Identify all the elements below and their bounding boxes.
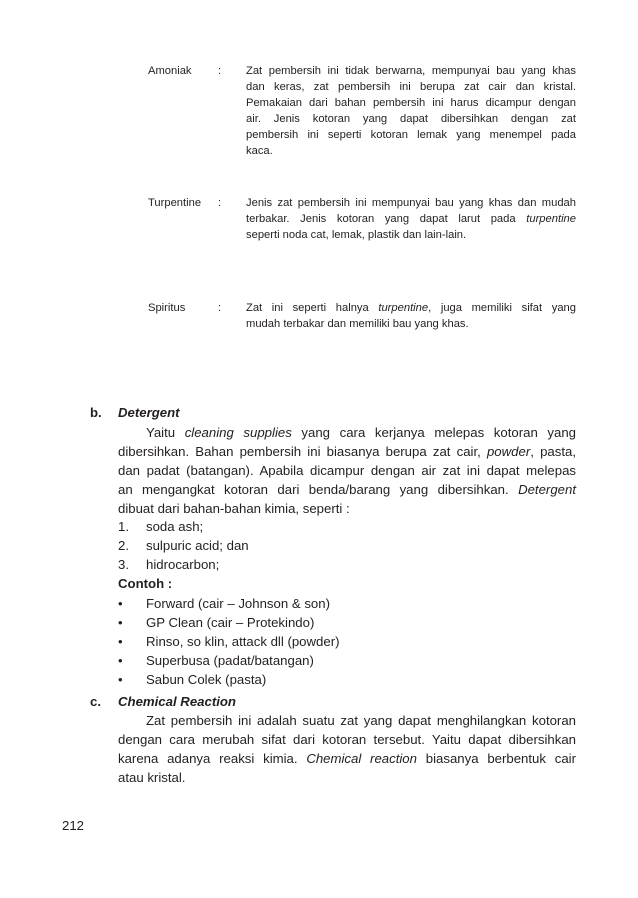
term-turpentine: Turpentine bbox=[148, 197, 202, 209]
term-amoniak: Amoniak bbox=[148, 65, 192, 77]
definition-line: Zat pembersih ini tidak berwarna, mempunyai bau yang khas bbox=[246, 65, 576, 77]
paragraph-line: dengan cara merubah sifat dari kotoran tersebut. Yaitu dapat dibersihkan bbox=[118, 732, 576, 747]
definition-line: terbakar. Jenis kotoran yang dapat larut pada turpentine bbox=[246, 213, 576, 225]
paragraph-line: dan padat (batangan). Apabila dicampur dengan air zat ini dapat melepas bbox=[118, 463, 576, 478]
paragraph-line: dibersihkan. Bahan pembersih ini biasanya berupa zat cair, powder, pasta, bbox=[118, 444, 576, 459]
italic-term: turpentine bbox=[378, 302, 429, 314]
italic-term: turpentine bbox=[526, 213, 576, 225]
numbered-item: 2. sulpuric acid; dan bbox=[118, 538, 249, 553]
bullet-item: • Forward (cair – Johnson & son) bbox=[118, 596, 330, 611]
term-colon: : bbox=[218, 197, 222, 209]
paragraph-line: Yaitu cleaning supplies yang cara kerjanya melepas kotoran yang bbox=[146, 425, 576, 440]
definition-spiritus bbox=[246, 300, 576, 332]
definition-line: Pemakaian dari bahan pembersih ini harus dicampur dengan bbox=[246, 97, 576, 109]
bullet-item: • Sabun Colek (pasta) bbox=[118, 672, 267, 687]
definition-line: dan keras, zat pembersih ini berupa zat cair dan kristal. bbox=[246, 81, 576, 93]
paragraph-line: Zat pembersih ini adalah suatu zat yang dapat menghilangkan kotoran bbox=[146, 713, 576, 728]
term-colon: : bbox=[218, 302, 222, 314]
definition-turpentine bbox=[246, 195, 576, 243]
paragraph-line: atau kristal. bbox=[118, 770, 186, 785]
definition-line: seperti noda cat, lemak, plastik dan lain-lain. bbox=[246, 229, 467, 241]
bullet-item: • Superbusa (padat/batangan) bbox=[118, 653, 314, 668]
numbered-item: 1. soda ash; bbox=[118, 519, 204, 534]
term-spiritus: Spiritus bbox=[148, 302, 186, 314]
paragraph-line: dibuat dari bahan-bahan kimia, seperti : bbox=[118, 501, 350, 516]
contoh-heading: Contoh : bbox=[118, 576, 173, 591]
numbered-item: 3. hidrocarbon; bbox=[118, 557, 220, 572]
definition-line: kaca. bbox=[246, 145, 273, 157]
bullet-item: • Rinso, so klin, attack dll (powder) bbox=[118, 634, 340, 649]
section-b-letter: b. bbox=[90, 405, 102, 420]
section-c-letter: c. bbox=[90, 694, 101, 709]
definition-line: pembersih ini seperti kotoran lemak yang menempel pada bbox=[246, 129, 576, 141]
definition-line: Zat ini seperti halnya turpentine, juga memiliki sifat yang bbox=[246, 302, 576, 314]
term-colon: : bbox=[218, 65, 222, 77]
section-b-title: Detergent bbox=[118, 405, 180, 420]
page-number: 212 bbox=[62, 818, 85, 833]
section-c-title: Chemical Reaction bbox=[118, 694, 236, 709]
paragraph-line: an mengangkat kotoran dari benda/barang yang dibersihkan. Detergent bbox=[118, 482, 576, 497]
definition-amoniak bbox=[246, 63, 576, 159]
definition-line: Jenis zat pembersih ini mempunyai bau yang khas dan mudah bbox=[246, 197, 576, 209]
section-c-paragraph bbox=[118, 711, 576, 787]
bullet-item: • GP Clean (cair – Protekindo) bbox=[118, 615, 315, 630]
definition-line: mudah terbakar dan memiliki bau yang khas. bbox=[246, 318, 469, 330]
paragraph-line: karena adanya reaksi kimia. Chemical reaction biasanya berbentuk cair bbox=[118, 751, 577, 766]
section-b-paragraph bbox=[118, 423, 576, 518]
definition-line: air. Jenis kotoran yang dapat dibersihkan dengan zat bbox=[246, 113, 576, 125]
